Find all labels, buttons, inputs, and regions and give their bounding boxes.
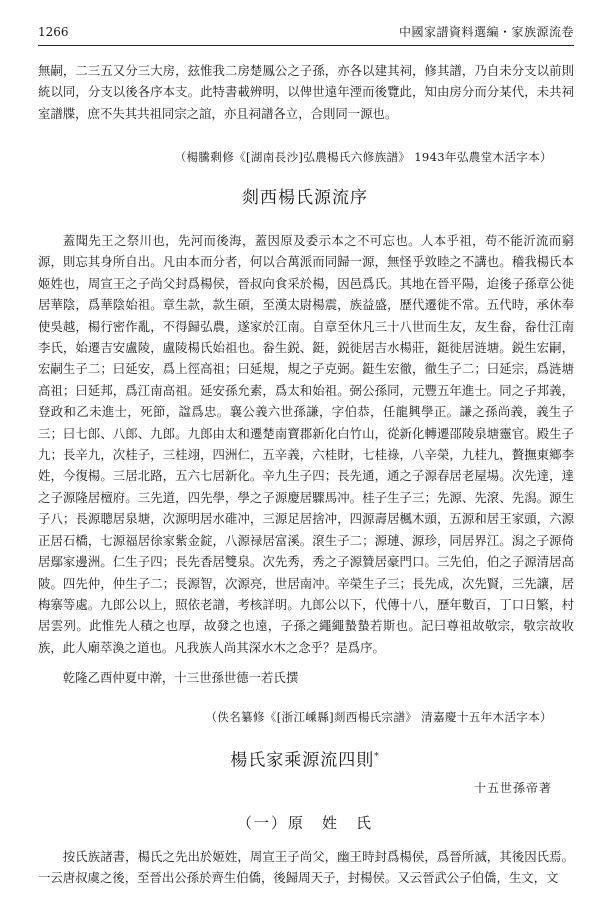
author-line: 十五世孫帝著 xyxy=(473,781,552,795)
section-title-1: 剡西楊氏源流序 xyxy=(242,188,368,208)
page-header xyxy=(38,22,574,42)
volume-title: 中國家譜資料選編・家族源流卷 xyxy=(398,25,574,39)
subsection-heading-1: （一）原 姓 氏 xyxy=(236,814,373,832)
intro-paragraph: 無嗣，二三五又分三大房，玆惟我二房楚鳳公之子孫，亦各以建其祠，修其譜，乃自未分支以前則統以同，分支以後各序本支。此特書載辨明，以俾世遠年湮而後覽此，知由房分而分某代，未共祠室譜牒，庶不失其共祖同宗之誼，亦且祠譜各立，合則同一源也。 xyxy=(38,63,574,121)
body-paragraph-2: 按氏族諸書，楊氏之先出於姬姓，周宣王子尚父，幽王時封爲楊侯，爲晉所滅，其後因氏焉。一云唐叔虞之後，至晉出公孫於齊生伯僑，後歸周天子，封楊侯。又云晉武公子伯僑，生文，文 xyxy=(38,849,574,886)
signature-line-1: 乾隆乙酉仲夏中澣，十三世孫世德一若氏撰 xyxy=(62,670,299,685)
source-citation-1: （楊騰剩修《[湖南長沙]弘農楊氏六修族譜》 1943年弘農堂木活字本） xyxy=(174,150,552,164)
section-title-2-text: 楊氏家乘源流四則 xyxy=(230,750,375,771)
header-rule xyxy=(38,45,574,46)
section-title-2 xyxy=(0,745,610,773)
source-citation-2: （佚名纂修《[浙江嵊縣]剡西楊氏宗譜》 清嘉慶十五年木活字本） xyxy=(205,710,552,724)
body-paragraph-1: 蓋聞先王之祭川也，先河而後海，蓋因原及委示本之不可忘也。人本乎祖，苟不能沂流而窮源，則忘其身所自出。凡由本而分者，何以合萬派而同歸一源，無怪乎敦睦之不講也。稽我楊氏本姬姓也，周宣王之子尚父封爲楊侯，晉叔向食采於楊，因邑爲氏。其地在晉平陽，迨後子孫章公徙居華陰，爲華陰始祖。章生款，款生碩，至漢太尉楊震，族益盛，歷代遷徙不常。五代時，承休奉使吳越，楊行密作亂，不得歸弘農，遂家於江南。自章至休凡三十八世而生友，友生畚，畚仕江南李氏，始遷吉安盧陵，盧陵楊氏始祖也。畚生鋭、鋌，鋭徙居吉水楊莊，鋌徙居涟塘。鋭生宏嗣，宏嗣生子二；曰延安，爲上徑高祖；曰延規，規之子克弼。鋌生宏徹，徹生子二；曰延宗，爲涟塘高祖；曰延邦，爲江南高祖。延安孫允素，爲太和始祖。弼公孫同，元豐五年進士。同之子邦義，登政和乙未進士，死節，諡爲忠。襄公義六世孫謙，字伯恭，任龍興學正。謙之孫尚義，義生子三；曰七郎、八郎、九郎。九郎由太和遷楚南寶郡新化白竹山，從新化轉遷邵陵泉塘靈官。殿生子九；長辛九，次桂子，三桂翊，四洲仁，五辛義，六桂財，七桂祿，八辛榮，九桂九，贅撫東鄉李姓，今復楊。三居北路，五六七居新化。辛九生子四；長先通，通之子源春居老屋場。次先達，達之子源隆居檀府。三先道，四先學，學之子源慶居驟馬冲。桂子生子三；先源、先滾、先潟。源生子八；長源聰居泉塘，次源明居水碓冲，三源足居捨冲，四源壽居楓木頭，五源和居王家頭，六源正居石橋，七源福居徐家紫金錠，八源禄居富溪。滾生子二；源璉、源珍，同居界江。潟之子源倚居鄢家邊洲。仁生子四；長先香居雙泉。次先秀，秀之子源贊居豪門口。三先伯，伯之子源清居高陂。四先仲，仲生子二；長源智，次源亮，世居南冲。辛榮生子三；長先成，次先賢，三先讓，居梅寨等處。九郎公以上，照依老譜，考核詳明。九郎公以下，代傳十八，歷年數百，丁口日繁，村居雲列。此惟先人積之也厚，故發之也遠，子孫之繩繩蟄蟄若斯也。記曰尊祖故敬宗，敬宗故收族，此人廟萃渙之道也。凡我族人尚其深水木之念乎？是爲序。 xyxy=(38,233,574,655)
footnote-mark: * xyxy=(374,752,380,762)
page-number: 1266 xyxy=(38,25,69,39)
